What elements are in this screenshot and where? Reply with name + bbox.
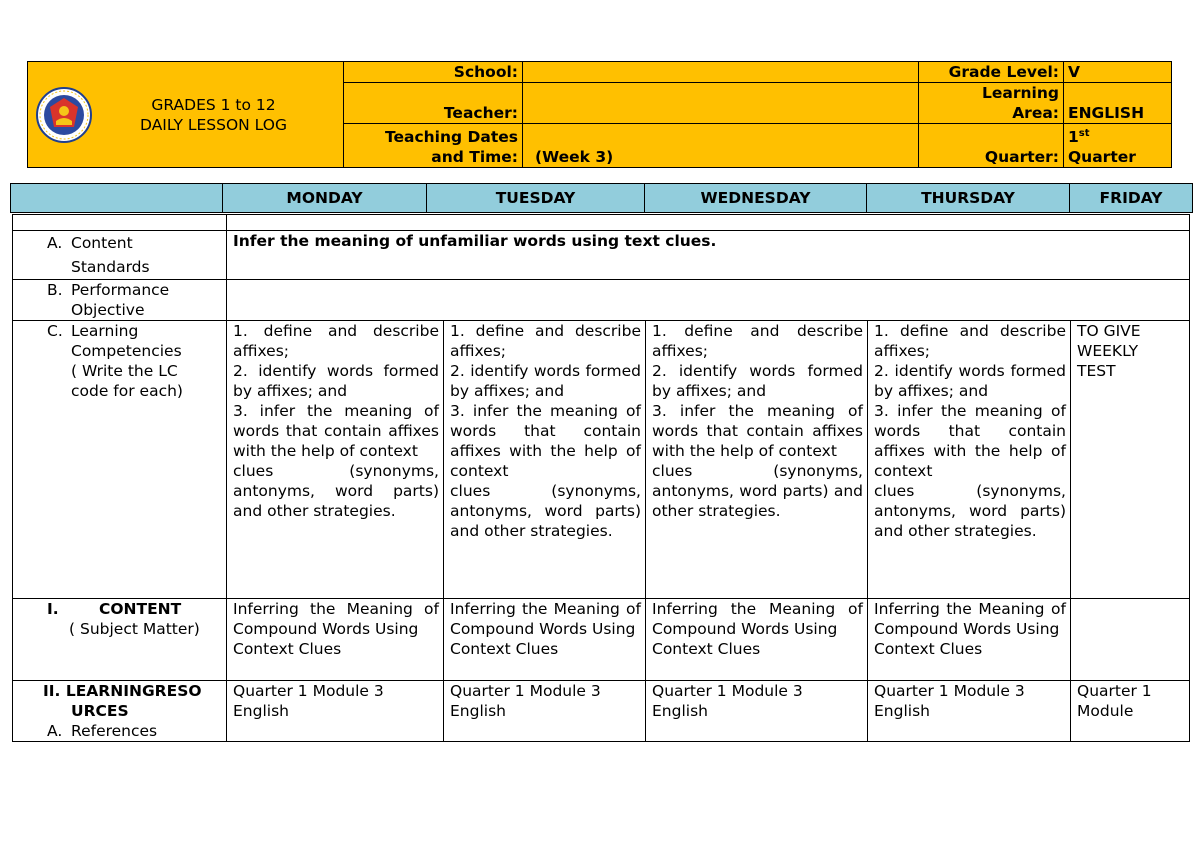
quarter-number: 1 bbox=[1068, 128, 1079, 147]
row-label-learning-resources bbox=[13, 681, 227, 742]
learning-competencies-thursday[interactable]: 1. define and describe affixes; 2. identify words formed by affixes; and 3. infer the meaning of words that contain affixes with the help of context clues (synonyms, antonyms, word parts) and other strategies. bbox=[868, 321, 1071, 599]
performance-objective-value[interactable] bbox=[227, 280, 1190, 321]
learning-resources-thursday[interactable]: Quarter 1 Module 3 English bbox=[868, 681, 1071, 742]
grade-level-label: Grade Level: bbox=[919, 62, 1064, 83]
row-label-content bbox=[13, 599, 227, 681]
table-row-learning-resources bbox=[13, 681, 1190, 742]
row-label-performance-objective bbox=[13, 280, 227, 321]
dates-field[interactable]: (Week 3) bbox=[523, 124, 919, 168]
learning-resources-wednesday[interactable]: Quarter 1 Module 3 English bbox=[646, 681, 868, 742]
performance-objective-label-1: Performance bbox=[71, 281, 170, 299]
content-friday[interactable] bbox=[1071, 599, 1190, 681]
learning-resources-monday[interactable]: Quarter 1 Module 3 English bbox=[227, 681, 444, 742]
learning-competencies-monday[interactable]: 1. define and describe affixes; 2. identify words formed by affixes; and 3. infer the meaning of words that contain affixes with the help of context clues (synonyms, antonyms, word parts) and other strategies. bbox=[227, 321, 444, 599]
references-letter: A. bbox=[47, 722, 63, 740]
weekday-header bbox=[10, 183, 1193, 213]
table-row-content-standards bbox=[13, 231, 1190, 280]
learning-resources-friday[interactable]: Quarter 1 Module bbox=[1071, 681, 1190, 742]
learning-resources-label-2: URCES bbox=[71, 702, 129, 720]
content-tuesday[interactable]: Inferring the Meaning of Compound Words Using Context Clues bbox=[444, 599, 646, 681]
content-thursday[interactable]: Inferring the Meaning of Compound Words Using Context Clues bbox=[868, 599, 1071, 681]
teacher-label: Teacher: bbox=[344, 83, 523, 124]
weekday-header-blank bbox=[11, 184, 223, 213]
table-row-spacer bbox=[13, 215, 1190, 231]
school-label: School: bbox=[344, 62, 523, 83]
lesson-log-header bbox=[27, 61, 1172, 168]
row-label-content-standards bbox=[13, 231, 227, 280]
learning-area-label bbox=[919, 83, 1064, 124]
learning-resources-tuesday[interactable]: Quarter 1 Module 3 English bbox=[444, 681, 646, 742]
content-numeral: I. bbox=[47, 600, 59, 618]
learning-competencies-label: Learning Competencies ( Write the LC code for each) bbox=[71, 322, 183, 400]
content-label: CONTENT bbox=[99, 600, 182, 618]
content-standards-label-2: Standards bbox=[71, 258, 150, 276]
dates-label bbox=[344, 124, 523, 168]
day-monday: MONDAY bbox=[223, 184, 427, 213]
day-tuesday: TUESDAY bbox=[427, 184, 645, 213]
deped-seal-icon bbox=[36, 87, 92, 143]
learning-resources-label-1: LEARNINGRESO bbox=[65, 682, 202, 700]
quarter-ordinal: st bbox=[1078, 128, 1090, 139]
school-field[interactable] bbox=[523, 62, 919, 83]
lesson-plan-table bbox=[12, 214, 1190, 742]
content-standards-label-1: Content bbox=[71, 234, 133, 252]
table-row-learning-competencies bbox=[13, 321, 1190, 599]
learning-competencies-wednesday[interactable]: 1. define and describe affixes; 2. identify words formed by affixes; and 3. infer the meaning of words that contain affixes with the help of context clues (synonyms, antonyms, word parts) and other strategies. bbox=[646, 321, 868, 599]
learning-competencies-tuesday[interactable]: 1. define and describe affixes; 2. identify words formed by affixes; and 3. infer the meaning of words that contain affixes with the help of context clues (synonyms, antonyms, word parts) and other strategies. bbox=[444, 321, 646, 599]
content-wednesday[interactable]: Inferring the Meaning of Compound Words Using Context Clues bbox=[646, 599, 868, 681]
day-wednesday: WEDNESDAY bbox=[645, 184, 867, 213]
teacher-field[interactable] bbox=[523, 83, 919, 124]
dates-label-line1: Teaching Dates bbox=[384, 128, 518, 147]
performance-objective-label-2: Objective bbox=[71, 301, 145, 319]
learning-competencies-letter: C. bbox=[47, 322, 63, 340]
performance-objective-letter: B. bbox=[47, 281, 63, 299]
day-thursday: THURSDAY bbox=[867, 184, 1070, 213]
header-title-line1: GRADES 1 to 12 bbox=[151, 95, 276, 114]
content-standards-value[interactable]: Infer the meaning of unfamiliar words using text clues. bbox=[227, 231, 1190, 280]
table-row-content bbox=[13, 599, 1190, 681]
grade-level-value[interactable]: V bbox=[1064, 62, 1172, 83]
header-title-cell bbox=[28, 62, 344, 168]
row-label-learning-competencies bbox=[13, 321, 227, 599]
content-sublabel: ( Subject Matter) bbox=[69, 620, 200, 638]
references-label: References bbox=[71, 722, 158, 740]
dates-label-line2: and Time: bbox=[431, 148, 518, 167]
quarter-label: Quarter: bbox=[919, 124, 1064, 168]
learning-area-label-line2: Area: bbox=[1012, 104, 1059, 122]
learning-area-label-line1: Learning bbox=[982, 84, 1059, 102]
quarter-value[interactable] bbox=[1064, 124, 1172, 168]
table-row-performance-objective bbox=[13, 280, 1190, 321]
learning-competencies-friday[interactable]: TO GIVE WEEKLY TEST bbox=[1071, 321, 1190, 599]
content-standards-letter: A. bbox=[47, 234, 63, 252]
content-monday[interactable]: Inferring the Meaning of Compound Words Using Context Clues bbox=[227, 599, 444, 681]
learning-resources-numeral: II. bbox=[43, 682, 61, 700]
day-friday: FRIDAY bbox=[1070, 184, 1193, 213]
quarter-text: Quarter bbox=[1068, 148, 1136, 167]
header-title-line2: DAILY LESSON LOG bbox=[140, 115, 287, 134]
learning-area-value[interactable]: ENGLISH bbox=[1064, 83, 1172, 124]
